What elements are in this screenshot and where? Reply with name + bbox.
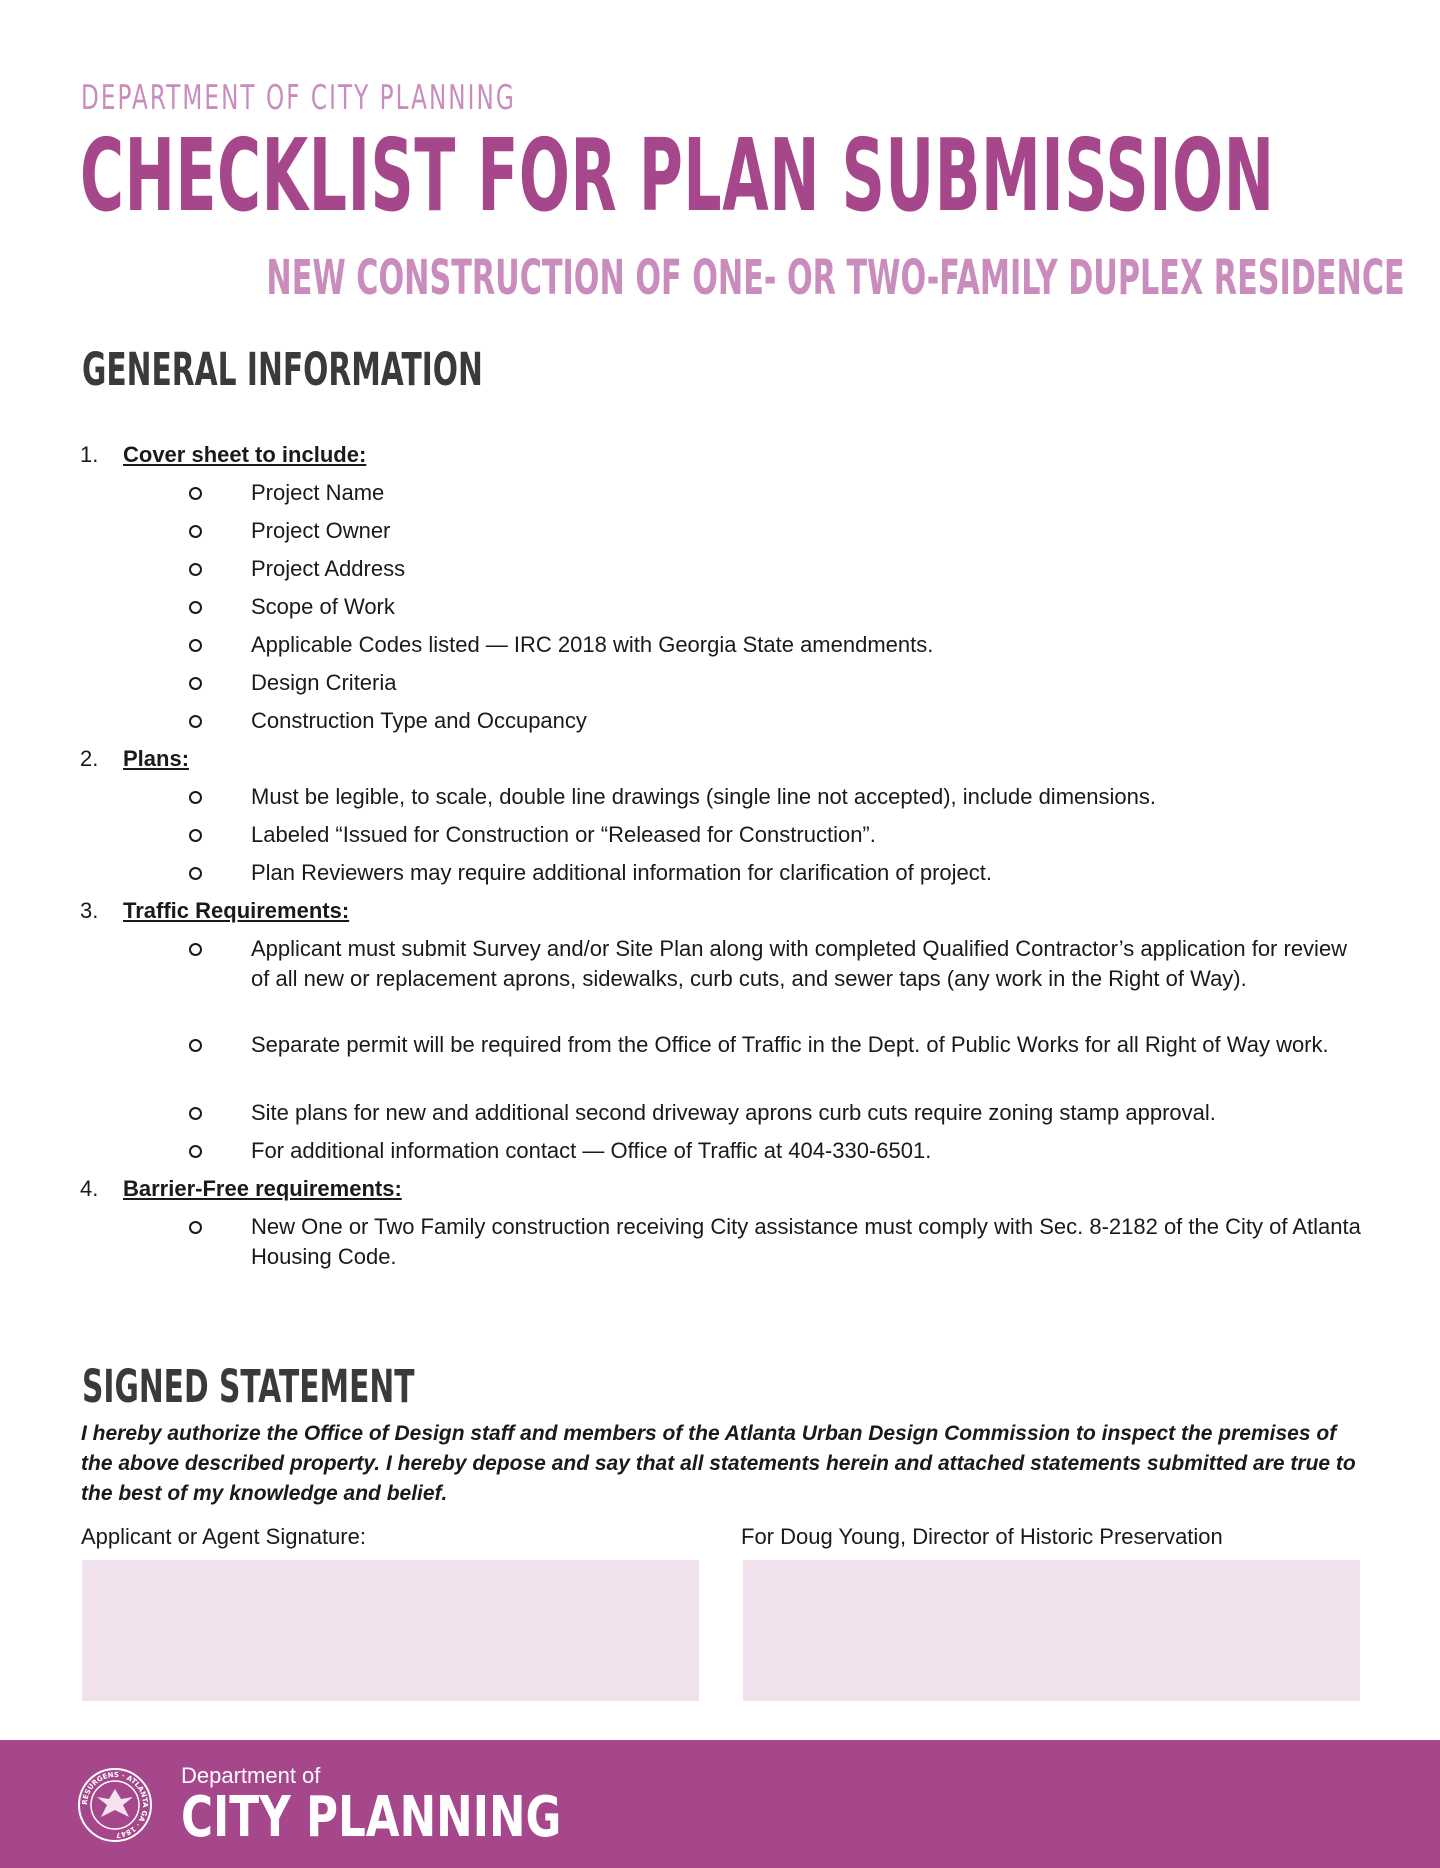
list-item-text: Site plans for new and additional second driveway aprons curb cuts require zoning stamp approval. [251, 1100, 1216, 1125]
footer-department-prefix: Department of [181, 1763, 321, 1788]
section-number: 3. [80, 898, 99, 923]
circle-bullet-icon [189, 715, 202, 728]
applicant-signature-label: Applicant or Agent Signature: [81, 1524, 366, 1549]
applicant-signature-field[interactable] [82, 1560, 699, 1701]
section-number: 2. [80, 746, 99, 771]
list-item-text: Applicant must submit Survey and/or Site Plan along with completed Qualified Contractor’s application for review of all new or replacement aprons, sidewalks, curb cuts, and sewer taps (any work in the Right of Way). [251, 936, 1348, 991]
seal-text: RESURGENS · ATLANTA GA · 1847 [80, 1770, 150, 1840]
list-item-text: Labeled “Issued for Construction or “Released for Construction”. [251, 822, 876, 847]
list-item-text: Project Name [251, 480, 385, 505]
list-item-text: Project Address [251, 556, 406, 581]
signed-statement-text: I hereby authorize the Office of Design staff and members of the Atlanta Urban Design Commission to inspect the premises of the above described property. I hereby depose and say that all statements herein and attached statements submitted are true to the best of my knowledge and belief. [81, 1422, 1356, 1505]
city-seal-icon [77, 1767, 153, 1843]
circle-bullet-icon [189, 1107, 202, 1120]
circle-bullet-icon [189, 601, 202, 614]
list-item-text: Design Criteria [251, 670, 397, 695]
list-item-text: For additional information contact — Office of Traffic at 404-330-6501. [251, 1138, 932, 1163]
section-title: Cover sheet to include: [123, 442, 367, 467]
circle-bullet-icon [189, 525, 202, 538]
circle-bullet-icon [189, 867, 202, 880]
page-title: CHECKLIST FOR PLAN SUBMISSION [80, 117, 1275, 234]
department-label: DEPARTMENT OF CITY PLANNING [81, 78, 516, 118]
list-item-text: Scope of Work [251, 594, 395, 619]
circle-bullet-icon [189, 677, 202, 690]
circle-bullet-icon [189, 639, 202, 652]
circle-bullet-icon [189, 1145, 202, 1158]
general-information-heading: GENERAL INFORMATION [82, 343, 483, 396]
list-item-text: New One or Two Family construction receiving City assistance must comply with Sec. 8-2182 of the City of Atlanta Housing Code. [251, 1214, 1361, 1269]
list-item-text: Project Owner [251, 518, 391, 543]
list-item-text: Plan Reviewers may require additional information for clarification of project. [251, 860, 993, 885]
section-number: 1. [80, 442, 99, 467]
circle-bullet-icon [189, 943, 202, 956]
director-signature-field[interactable] [743, 1560, 1360, 1701]
section-title: Traffic Requirements: [123, 898, 350, 923]
director-signature-label: For Doug Young, Director of Historic Preservation [741, 1524, 1223, 1549]
circle-bullet-icon [189, 1039, 202, 1052]
page-subtitle: NEW CONSTRUCTION OF ONE- OR TWO-FAMILY DUPLEX RESIDENCE [266, 250, 1405, 306]
signed-statement-heading: SIGNED STATEMENT [82, 1360, 415, 1413]
circle-bullet-icon [189, 563, 202, 576]
circle-bullet-icon [189, 1221, 202, 1234]
section-number: 4. [80, 1176, 99, 1201]
circle-bullet-icon [189, 487, 202, 500]
section-title: Plans: [123, 746, 190, 771]
list-item-text: Separate permit will be required from the Office of Traffic in the Dept. of Public Works for all Right of Way work. [251, 1032, 1329, 1057]
footer-department-name: CITY PLANNING [181, 1785, 562, 1850]
section-title: Barrier-Free requirements: [123, 1176, 402, 1201]
list-item-text: Construction Type and Occupancy [251, 708, 587, 733]
list-item-text: Applicable Codes listed — IRC 2018 with Georgia State amendments. [251, 632, 934, 657]
list-item-text: Must be legible, to scale, double line drawings (single line not accepted), include dimensions. [251, 784, 1156, 809]
circle-bullet-icon [189, 791, 202, 804]
circle-bullet-icon [189, 829, 202, 842]
